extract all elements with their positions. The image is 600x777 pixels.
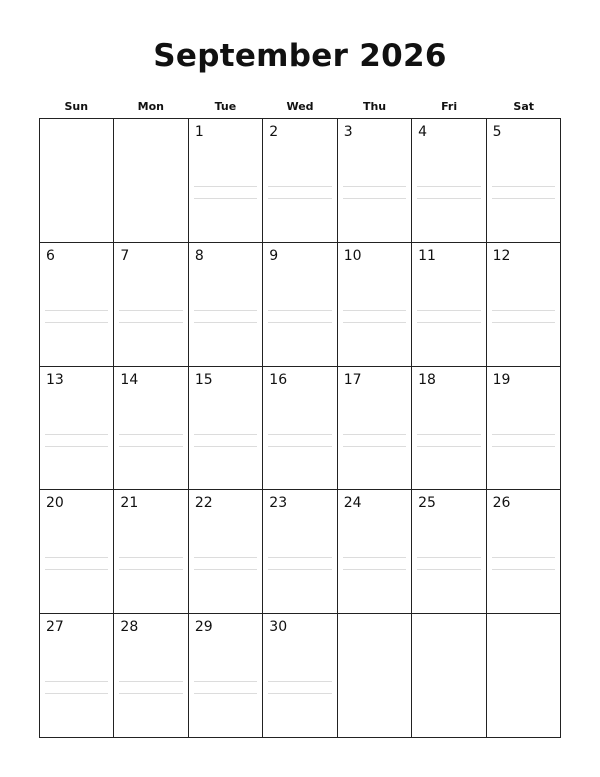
day-cell[interactable] <box>412 367 486 491</box>
note-line <box>194 310 257 311</box>
note-line <box>417 322 480 323</box>
note-line <box>268 569 331 570</box>
day-cell[interactable] <box>189 367 263 491</box>
note-line <box>492 310 555 311</box>
note-line <box>268 322 331 323</box>
note-line <box>119 681 182 682</box>
note-line <box>492 446 555 447</box>
day-number: 17 <box>343 371 362 388</box>
day-cell[interactable] <box>338 243 412 367</box>
note-line <box>492 569 555 570</box>
note-line <box>268 434 331 435</box>
note-line <box>343 198 406 199</box>
day-cell[interactable] <box>487 243 561 367</box>
day-number: 1 <box>194 124 204 140</box>
weekday-thu: Thu <box>362 100 387 113</box>
day-number: 30 <box>269 619 288 636</box>
note-line <box>45 569 108 570</box>
note-line <box>119 322 182 323</box>
weekday-tue: Tue <box>214 100 237 113</box>
day-cell[interactable] <box>263 119 337 243</box>
day-cell[interactable] <box>338 490 412 614</box>
day-number: 28 <box>120 619 139 636</box>
note-line <box>268 310 331 311</box>
day-cell[interactable] <box>263 490 337 614</box>
note-line <box>268 693 331 694</box>
note-line <box>268 681 331 682</box>
day-cell[interactable] <box>189 119 263 243</box>
weekday-wed: Wed <box>286 100 314 113</box>
note-line <box>417 198 480 199</box>
day-cell[interactable] <box>40 243 114 367</box>
day-cell[interactable] <box>412 490 486 614</box>
calendar-title: September 2026 <box>153 38 447 74</box>
day-cell[interactable] <box>487 614 561 738</box>
day-number: 14 <box>120 371 139 388</box>
day-cell[interactable] <box>114 490 188 614</box>
day-number: 9 <box>269 247 279 264</box>
note-line <box>268 198 331 199</box>
note-line <box>45 310 108 311</box>
note-line <box>45 693 108 694</box>
note-line <box>119 557 182 558</box>
day-cell[interactable] <box>487 490 561 614</box>
note-line <box>194 198 257 199</box>
note-line <box>45 681 108 682</box>
note-line <box>417 310 480 311</box>
weekday-sat: Sat <box>513 100 534 113</box>
note-line <box>417 446 480 447</box>
note-line <box>119 693 182 694</box>
day-number: 20 <box>46 495 64 512</box>
note-line <box>119 310 182 311</box>
note-line <box>417 186 480 187</box>
note-line <box>45 434 108 435</box>
day-cell[interactable] <box>487 367 561 491</box>
note-line <box>119 446 182 447</box>
day-cell[interactable] <box>487 119 561 243</box>
note-line <box>343 310 406 311</box>
day-number: 19 <box>492 371 511 388</box>
note-line <box>194 322 257 323</box>
day-number: 24 <box>343 495 362 512</box>
day-cell[interactable] <box>40 367 114 491</box>
note-line <box>492 186 555 187</box>
day-number: 29 <box>194 619 213 636</box>
day-number: 23 <box>269 495 288 512</box>
note-line <box>45 557 108 558</box>
note-line <box>268 557 331 558</box>
day-cell[interactable] <box>189 243 263 367</box>
day-cell[interactable] <box>338 367 412 491</box>
note-line <box>45 446 108 447</box>
note-line <box>119 434 182 435</box>
day-number: 16 <box>269 371 288 388</box>
day-cell[interactable] <box>338 614 412 738</box>
day-cell[interactable] <box>114 614 188 738</box>
weekday-header-row <box>39 99 561 115</box>
day-cell[interactable] <box>114 367 188 491</box>
note-line <box>268 446 331 447</box>
day-cell[interactable] <box>114 119 188 243</box>
note-line <box>417 557 480 558</box>
day-cell[interactable] <box>412 119 486 243</box>
day-cell[interactable] <box>412 243 486 367</box>
day-cell[interactable] <box>263 614 337 738</box>
note-line <box>343 569 406 570</box>
day-cell[interactable] <box>40 614 114 738</box>
note-line <box>194 569 257 570</box>
day-number: 27 <box>46 619 64 636</box>
calendar-grid <box>39 118 561 738</box>
weekday-fri: Fri <box>441 100 458 113</box>
weekday-sun: Sun <box>64 100 89 113</box>
day-number: 3 <box>343 124 353 140</box>
day-number: 12 <box>492 247 511 264</box>
note-line <box>417 434 480 435</box>
day-cell[interactable] <box>40 490 114 614</box>
day-cell[interactable] <box>114 243 188 367</box>
day-cell[interactable] <box>412 614 486 738</box>
day-number: 4 <box>418 124 428 140</box>
day-number: 11 <box>418 247 436 264</box>
note-line <box>194 681 257 682</box>
day-number: 15 <box>194 371 213 388</box>
note-line <box>343 322 406 323</box>
day-number: 10 <box>343 247 362 264</box>
day-number: 18 <box>418 371 436 388</box>
note-line <box>492 434 555 435</box>
day-number: 13 <box>46 371 64 388</box>
day-number: 7 <box>120 247 130 264</box>
note-line <box>492 557 555 558</box>
weekday-mon: Mon <box>137 100 165 113</box>
note-line <box>343 434 406 435</box>
note-line <box>119 569 182 570</box>
day-number: 5 <box>492 124 502 140</box>
day-cell[interactable] <box>40 119 114 243</box>
note-line <box>492 322 555 323</box>
day-number: 25 <box>418 495 436 512</box>
day-cell[interactable] <box>263 367 337 491</box>
day-number: 6 <box>46 247 55 264</box>
note-line <box>343 186 406 187</box>
note-line <box>194 446 257 447</box>
note-line <box>194 186 257 187</box>
note-line <box>417 569 480 570</box>
note-line <box>194 557 257 558</box>
note-line <box>45 322 108 323</box>
day-number: 8 <box>194 247 204 264</box>
note-line <box>194 434 257 435</box>
day-number: 26 <box>492 495 511 512</box>
note-line <box>343 446 406 447</box>
day-cell[interactable] <box>189 490 263 614</box>
note-line <box>268 186 331 187</box>
day-number: 21 <box>120 495 139 512</box>
note-line <box>492 198 555 199</box>
note-line <box>194 693 257 694</box>
day-cell[interactable] <box>189 614 263 738</box>
note-line <box>343 557 406 558</box>
day-number: 2 <box>269 124 279 140</box>
day-cell[interactable] <box>338 119 412 243</box>
day-cell[interactable] <box>263 243 337 367</box>
day-number: 22 <box>194 495 213 512</box>
